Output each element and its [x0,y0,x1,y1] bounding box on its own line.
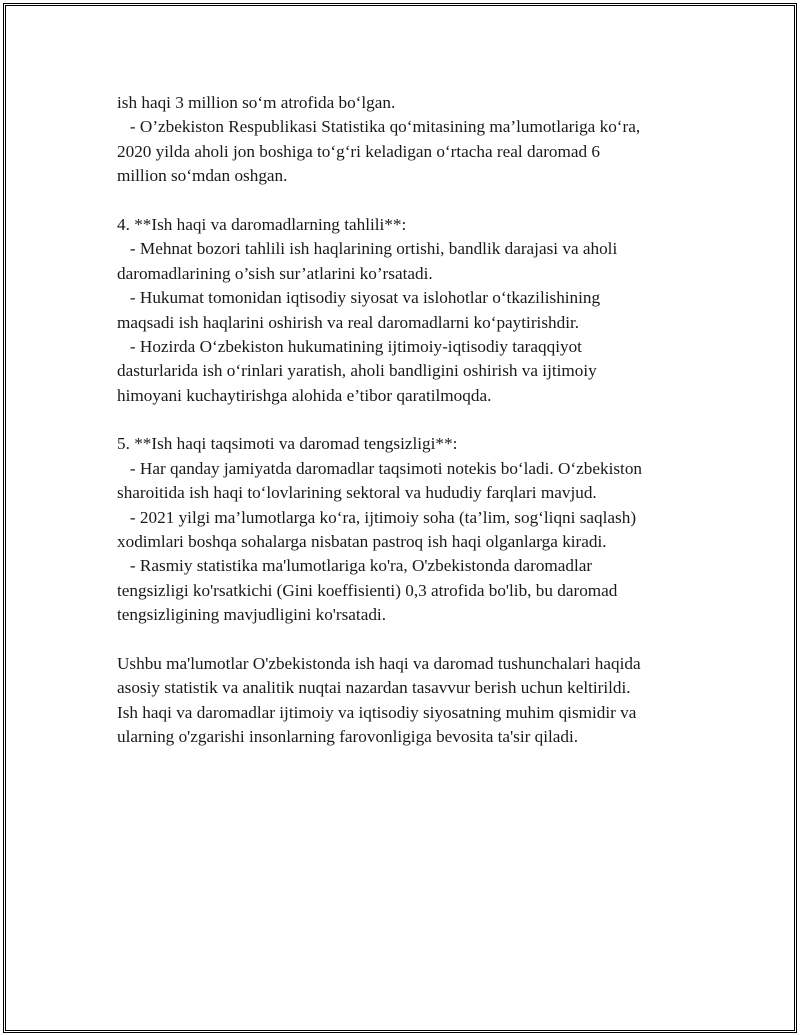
text-line: asosiy statistik va analitik nuqtai nazardan tasavvur berish uchun keltirildi. [117,678,631,698]
text-line: - Hozirda O‘zbekiston hukumatining ijtimoiy-iqtisodiy taraqqiyot [117,336,582,356]
text-line: daromadlarining o’sish sur’atlarini ko’rsatadi. [117,263,433,283]
paragraph-gap [117,408,707,432]
paragraph-gap [117,628,707,652]
text-line: tengsizligining mavjudligini ko'rsatadi. [117,605,386,625]
document-body [117,91,707,750]
text-line: Ushbu ma'lumotlar O'zbekistonda ish haqi va daromad tushunchalari haqida [117,653,641,673]
section-heading: 5. **Ish haqi taqsimoti va daromad tengsizligi**: [117,434,458,454]
section-heading: 4. **Ish haqi va daromadlarning tahlili**: [117,214,407,234]
text-line: himoyani kuchaytirishga alohida e’tibor qaratilmoqda. [117,385,492,405]
text-line: ish haqi 3 million so‘m atrofida bo‘lgan. [117,93,396,112]
text-line: dasturlarida ish o‘rinlari yaratish, aholi bandligini oshirish va ijtimoiy [117,361,597,381]
text-line: 2020 yilda aholi jon boshiga to‘g‘ri keladigan o‘rtacha real daromad 6 [117,141,601,161]
text-line: maqsadi ish haqlarini oshirish va real daromadlarni ko‘paytirishdir. [117,312,580,332]
text-line: ularning o'zgarishi insonlarning farovonligiga bevosita ta'sir qiladi. [117,727,579,747]
text-line: million so‘mdan oshgan. [117,166,288,186]
text-line: Ish haqi va daromadlar ijtimoiy va iqtisodiy siyosatning muhim qismidir va [117,702,637,722]
text-line: - Hukumat tomonidan iqtisodiy siyosat va islohotlar o‘tkazilishining [117,288,601,308]
text-line: - Har qanday jamiyatda daromadlar taqsimoti notekis bo‘ladi. O‘zbekiston [117,458,643,478]
text-line: - Rasmiy statistika ma'lumotlariga ko'ra, O'zbekistonda daromadlar [117,556,593,576]
text-line: tengsizligi ko'rsatkichi (Gini koeffisienti) 0,3 atrofida bo'lib, bu daromad [117,580,618,600]
text-line: - O’zbekiston Respublikasi Statistika qo‘mitasining ma’lumotlariga ko‘ra, [117,117,641,137]
text-line: - 2021 yilgi ma’lumotlarga ko‘ra, ijtimoiy soha (ta’lim, sog‘liqni saqlash) [117,507,637,527]
text-line: sharoitida ish haqi to‘lovlarining sektoral va hududiy farqlari mavjud. [117,483,597,503]
text-line: - Mehnat bozori tahlili ish haqlarining ortishi, bandlik darajasi va aholi [117,239,618,259]
paragraph-gap [117,189,707,213]
text-line: xodimlari boshqa sohalarga nisbatan pastroq ish haqi olganlarga kiradi. [117,532,607,552]
